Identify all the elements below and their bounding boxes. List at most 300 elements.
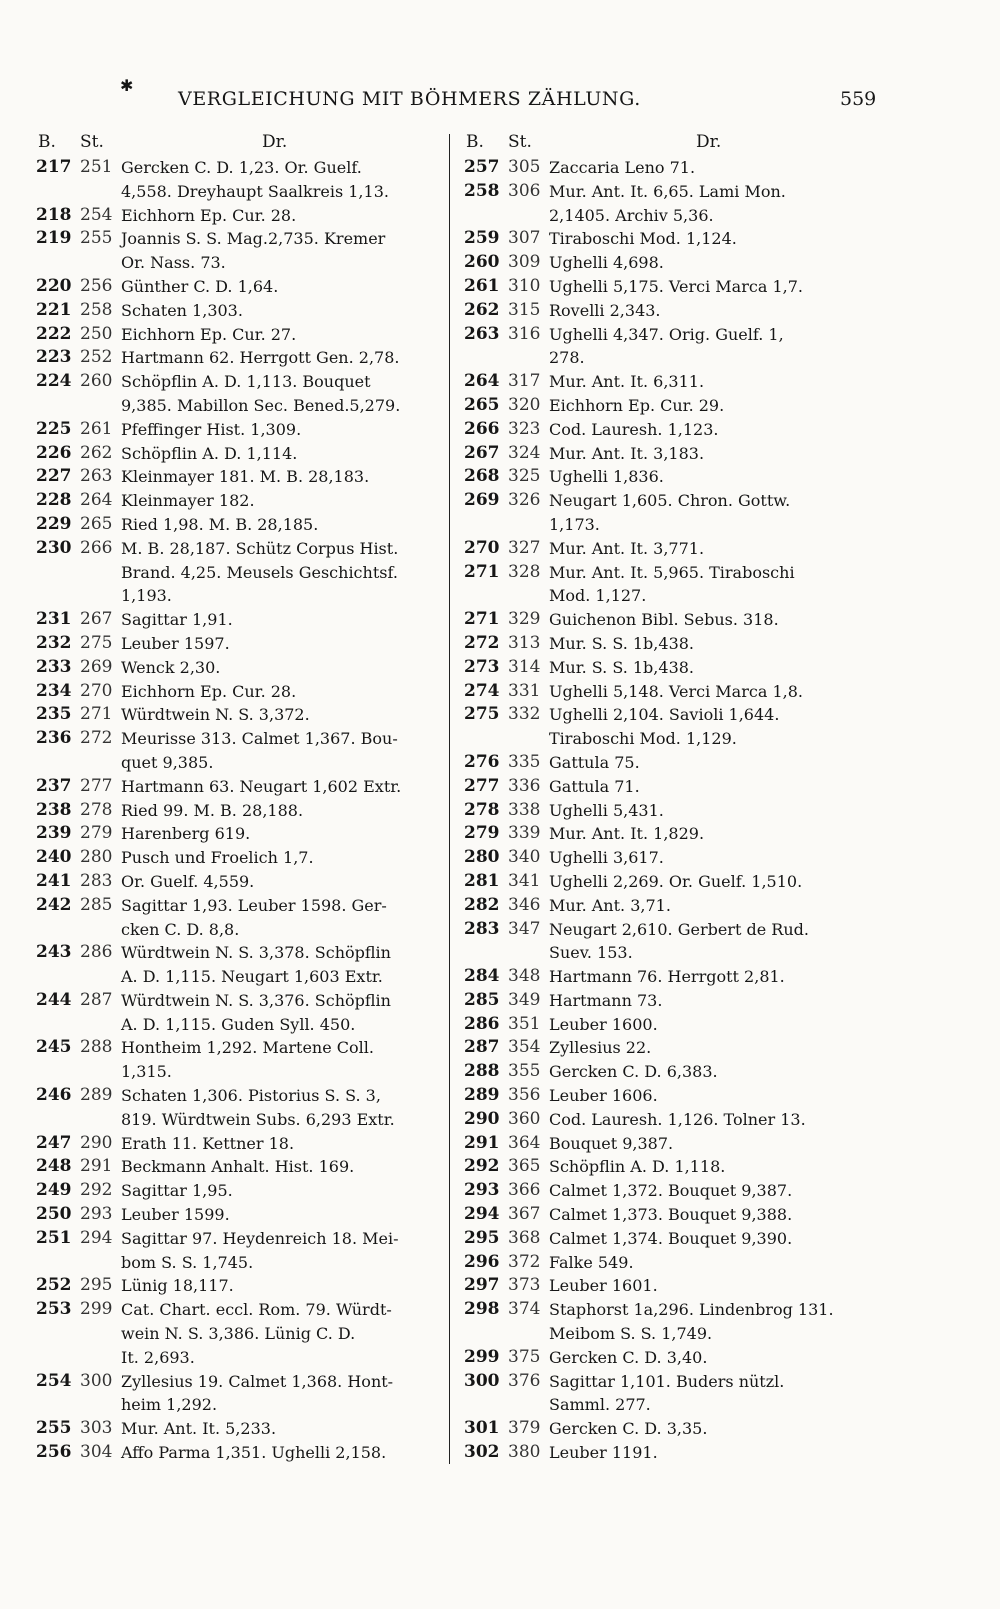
stumpf-number: 277 [80, 775, 113, 796]
table-row [36, 799, 456, 823]
print-references [549, 370, 904, 394]
reference-line: 9,385. Mabillon Sec. Bened.5,279. [121, 395, 401, 415]
boehmer-number: 229 [36, 513, 72, 534]
print-references [549, 1036, 904, 1060]
boehmer-number: 273 [464, 656, 500, 677]
print-references [121, 1132, 456, 1156]
table-row [36, 1155, 456, 1179]
table-row [36, 608, 456, 632]
stumpf-number: 280 [80, 847, 113, 868]
table-row [464, 489, 904, 537]
reference-line: Würdtwein N. S. 3,372. [121, 705, 310, 725]
print-references [549, 442, 904, 466]
boehmer-number: 289 [464, 1085, 500, 1106]
table-row [464, 370, 904, 394]
table-row [36, 656, 456, 680]
reference-line: Suev. 153. [549, 943, 633, 963]
print-references [549, 1298, 904, 1346]
boehmer-number: 228 [36, 490, 72, 511]
boehmer-number: 301 [464, 1418, 500, 1439]
table-row [464, 965, 904, 989]
print-references [549, 180, 904, 228]
boehmer-number: 225 [36, 418, 72, 439]
stumpf-number: 336 [508, 775, 541, 796]
reference-line: Hartmann 76. Herrgott 2,81. [549, 967, 785, 987]
reference-line: Hartmann 62. Herrgott Gen. 2,78. [121, 348, 400, 368]
print-references [121, 299, 456, 323]
reference-line: Leuber 1597. [121, 633, 230, 653]
boehmer-number: 258 [464, 180, 500, 201]
table-row [464, 1132, 904, 1156]
stumpf-number: 380 [508, 1442, 541, 1463]
table-row [36, 537, 456, 608]
reference-line: Brand. 4,25. Meusels Geschichtsf. [121, 562, 398, 582]
boehmer-number: 302 [464, 1442, 500, 1463]
boehmer-number: 295 [464, 1227, 500, 1248]
table-row [36, 703, 456, 727]
boehmer-number: 230 [36, 537, 72, 558]
stumpf-number: 375 [508, 1346, 541, 1367]
table-row [464, 751, 904, 775]
print-references [549, 1084, 904, 1108]
reference-line: Affo Parma 1,351. Ughelli 2,158. [121, 1443, 387, 1463]
table-row [464, 465, 904, 489]
boehmer-number: 269 [464, 490, 500, 511]
reference-line: Sagittar 1,95. [121, 1181, 233, 1201]
reference-line: 278. [549, 348, 585, 368]
boehmer-number: 226 [36, 442, 72, 463]
print-references [549, 1203, 904, 1227]
table-row [464, 1251, 904, 1275]
boehmer-number: 227 [36, 466, 72, 487]
reference-line: Ried 1,98. M. B. 28,185. [121, 514, 319, 534]
reference-line: Gattula 71. [549, 776, 640, 796]
reference-line: Schöpflin A. D. 1,113. Bouquet [121, 372, 371, 392]
table-row [36, 1298, 456, 1369]
header-b: B. [38, 132, 56, 152]
stumpf-number: 260 [80, 371, 113, 392]
table-row [36, 775, 456, 799]
print-references [121, 346, 456, 370]
print-references [549, 680, 904, 704]
reference-line: Neugart 2,610. Gerbert de Rud. [549, 919, 809, 939]
reference-line: Ughelli 5,431. [549, 800, 664, 820]
table-row [36, 1132, 456, 1156]
print-references [121, 442, 456, 466]
boehmer-number: 222 [36, 323, 72, 344]
table-row [464, 1370, 904, 1418]
boehmer-number: 262 [464, 299, 500, 320]
print-references [549, 323, 904, 371]
table-row [36, 1179, 456, 1203]
print-references [549, 1417, 904, 1441]
boehmer-number: 283 [464, 918, 500, 939]
print-references [549, 918, 904, 966]
print-references [121, 465, 456, 489]
boehmer-number: 299 [464, 1346, 500, 1367]
table-row [464, 156, 904, 180]
table-row [464, 418, 904, 442]
stumpf-number: 339 [508, 823, 541, 844]
stumpf-number: 328 [508, 561, 541, 582]
boehmer-number: 256 [36, 1442, 72, 1463]
reference-line: Calmet 1,374. Bouquet 9,390. [549, 1228, 793, 1248]
table-row [36, 1227, 456, 1275]
reference-line: Leuber 1599. [121, 1205, 230, 1225]
boehmer-number: 275 [464, 704, 500, 725]
right-entries-list [464, 156, 904, 1465]
table-row [36, 822, 456, 846]
reference-line: Staphorst 1a,296. Lindenbrog 131. [549, 1300, 834, 1320]
print-references [121, 1417, 456, 1441]
stumpf-number: 264 [80, 490, 113, 511]
reference-line: Schaten 1,306. Pistorius S. S. 3, [121, 1086, 381, 1106]
reference-line: Mur. Ant. It. 1,829. [549, 824, 705, 844]
print-references [549, 1227, 904, 1251]
boehmer-number: 240 [36, 847, 72, 868]
stumpf-number: 262 [80, 442, 113, 463]
print-references [549, 656, 904, 680]
stumpf-number: 310 [508, 275, 541, 296]
stumpf-number: 278 [80, 799, 113, 820]
stumpf-number: 314 [508, 656, 541, 677]
reference-line: quet 9,385. [121, 752, 214, 772]
boehmer-number: 252 [36, 1275, 72, 1296]
reference-line: Leuber 1191. [549, 1443, 658, 1463]
table-row [36, 513, 456, 537]
right-column-header [464, 132, 904, 156]
reference-line: Gercken C. D. 6,383. [549, 1062, 718, 1082]
table-row [464, 632, 904, 656]
table-row [464, 870, 904, 894]
boehmer-number: 257 [464, 157, 500, 177]
reference-line: Cat. Chart. eccl. Rom. 79. Würdt- [121, 1300, 392, 1320]
reference-line: Calmet 1,372. Bouquet 9,387. [549, 1181, 793, 1201]
table-row [36, 465, 456, 489]
stumpf-number: 252 [80, 347, 113, 368]
stumpf-number: 266 [80, 537, 113, 558]
boehmer-number: 238 [36, 799, 72, 820]
print-references [549, 537, 904, 561]
header-dr: Dr. [262, 132, 288, 152]
stumpf-number: 379 [508, 1418, 541, 1439]
stumpf-number: 286 [80, 942, 113, 963]
stumpf-number: 351 [508, 1013, 541, 1034]
stumpf-number: 327 [508, 537, 541, 558]
stumpf-number: 295 [80, 1275, 113, 1296]
stumpf-number: 365 [508, 1156, 541, 1177]
stumpf-number: 324 [508, 442, 541, 463]
stumpf-number: 329 [508, 609, 541, 630]
stumpf-number: 368 [508, 1227, 541, 1248]
print-references [121, 632, 456, 656]
boehmer-number: 254 [36, 1370, 72, 1391]
print-references [121, 680, 456, 704]
reference-line: Eichhorn Ep. Cur. 27. [121, 324, 297, 344]
table-row [36, 1084, 456, 1132]
reference-line: Gercken C. D. 3,35. [549, 1419, 708, 1439]
print-references [549, 561, 904, 609]
boehmer-number: 224 [36, 371, 72, 392]
stumpf-number: 300 [80, 1370, 113, 1391]
table-row [464, 775, 904, 799]
reference-line: Guichenon Bibl. Sebus. 318. [549, 610, 779, 630]
stumpf-number: 317 [508, 371, 541, 392]
boehmer-number: 234 [36, 680, 72, 701]
boehmer-number: 251 [36, 1227, 72, 1248]
reference-line: Sagittar 1,101. Buders nützl. [549, 1371, 785, 1391]
stumpf-number: 306 [508, 180, 541, 201]
stumpf-number: 294 [80, 1227, 113, 1248]
stumpf-number: 335 [508, 751, 541, 772]
reference-line: Mod. 1,127. [549, 586, 647, 606]
table-row [36, 989, 456, 1037]
boehmer-number: 268 [464, 466, 500, 487]
reference-line: Neugart 1,605. Chron. Gottw. [549, 491, 791, 511]
table-row [36, 370, 456, 418]
print-references [549, 1179, 904, 1203]
table-row [464, 846, 904, 870]
boehmer-number: 253 [36, 1299, 72, 1320]
table-row [36, 299, 456, 323]
reference-line: Or. Guelf. 4,559. [121, 871, 255, 891]
print-references [549, 822, 904, 846]
stumpf-number: 263 [80, 466, 113, 487]
reference-line: Mur. Ant. It. 5,965. Tiraboschi [549, 562, 795, 582]
reference-line: Mur. Ant. 3,71. [549, 895, 671, 915]
reference-line: Leuber 1606. [549, 1086, 658, 1106]
reference-line: Joannis S. S. Mag.2,735. Kremer [121, 229, 386, 249]
reference-line: Günther C. D. 1,64. [121, 276, 279, 296]
stumpf-number: 275 [80, 632, 113, 653]
table-row [36, 870, 456, 894]
table-row [464, 918, 904, 966]
reference-line: Bouquet 9,387. [549, 1133, 674, 1153]
table-row [36, 727, 456, 775]
boehmer-number: 239 [36, 823, 72, 844]
table-row [464, 656, 904, 680]
table-row [464, 703, 904, 751]
reference-line: Leuber 1600. [549, 1014, 658, 1034]
reference-line: Ughelli 2,104. Savioli 1,644. [549, 705, 780, 725]
print-references [549, 775, 904, 799]
boehmer-number: 260 [464, 252, 500, 273]
table-row [464, 537, 904, 561]
print-references [549, 894, 904, 918]
table-row [36, 156, 456, 204]
boehmer-number: 294 [464, 1204, 500, 1225]
stumpf-number: 309 [508, 252, 541, 273]
stumpf-number: 366 [508, 1180, 541, 1201]
print-references [549, 870, 904, 894]
reference-line: Sagittar 1,93. Leuber 1598. Ger- [121, 895, 387, 915]
print-references [121, 370, 456, 418]
reference-line: Ughelli 1,836. [549, 467, 664, 487]
reference-line: Eichhorn Ep. Cur. 28. [121, 681, 297, 701]
reference-line: Cod. Lauresh. 1,123. [549, 419, 719, 439]
stumpf-number: 313 [508, 632, 541, 653]
table-row [464, 680, 904, 704]
print-references [121, 1370, 456, 1418]
table-row [464, 799, 904, 823]
table-row [464, 1298, 904, 1346]
table-row [36, 1274, 456, 1298]
boehmer-number: 217 [36, 157, 72, 177]
stumpf-number: 372 [508, 1251, 541, 1272]
stumpf-number: 347 [508, 918, 541, 939]
boehmer-number: 292 [464, 1156, 500, 1177]
table-row [36, 275, 456, 299]
stumpf-number: 283 [80, 870, 113, 891]
print-references [121, 1274, 456, 1298]
stumpf-number: 299 [80, 1299, 113, 1320]
reference-line: Rovelli 2,343. [549, 300, 661, 320]
boehmer-number: 255 [36, 1418, 72, 1439]
print-references [549, 275, 904, 299]
table-row [464, 299, 904, 323]
print-references [121, 941, 456, 989]
boehmer-number: 284 [464, 966, 500, 987]
print-references [121, 1298, 456, 1369]
stumpf-number: 269 [80, 656, 113, 677]
table-row [464, 894, 904, 918]
table-row [464, 1084, 904, 1108]
boehmer-number: 250 [36, 1204, 72, 1225]
table-row [464, 1203, 904, 1227]
table-row [464, 1441, 904, 1465]
print-references [549, 1346, 904, 1370]
print-references [121, 1155, 456, 1179]
reference-line: Pfeffinger Hist. 1,309. [121, 419, 302, 439]
table-row [36, 489, 456, 513]
boehmer-number: 265 [464, 394, 500, 415]
boehmer-number: 242 [36, 894, 72, 915]
boehmer-number: 271 [464, 609, 500, 630]
reference-line: Gattula 75. [549, 752, 640, 772]
stumpf-number: 341 [508, 870, 541, 891]
stumpf-number: 270 [80, 680, 113, 701]
boehmer-number: 287 [464, 1037, 500, 1058]
reference-line: Mur. Ant. It. 6,65. Lami Mon. [549, 181, 786, 201]
reference-line: Mur. Ant. It. 3,771. [549, 538, 705, 558]
reference-line: Tiraboschi Mod. 1,124. [549, 229, 737, 249]
table-row [464, 1417, 904, 1441]
reference-line: Kleinmayer 182. [121, 491, 255, 511]
boehmer-number: 276 [464, 751, 500, 772]
table-row [464, 1013, 904, 1037]
reference-line: Gercken C. D. 1,23. Or. Guelf. [121, 158, 362, 177]
print-references [121, 323, 456, 347]
stumpf-number: 316 [508, 323, 541, 344]
table-row [36, 894, 456, 942]
reference-line: Gercken C. D. 3,40. [549, 1347, 708, 1367]
boehmer-number: 248 [36, 1156, 72, 1177]
boehmer-number: 274 [464, 680, 500, 701]
boehmer-number: 264 [464, 371, 500, 392]
table-row [464, 608, 904, 632]
boehmer-number: 293 [464, 1180, 500, 1201]
reference-line: Meurisse 313. Calmet 1,367. Bou- [121, 729, 398, 749]
stumpf-number: 331 [508, 680, 541, 701]
stumpf-number: 373 [508, 1275, 541, 1296]
reference-line: Tiraboschi Mod. 1,129. [549, 729, 737, 749]
print-references [549, 227, 904, 251]
boehmer-number: 277 [464, 775, 500, 796]
table-row [36, 1417, 456, 1441]
boehmer-number: 223 [36, 347, 72, 368]
print-references [121, 870, 456, 894]
stumpf-number: 250 [80, 323, 113, 344]
stumpf-number: 272 [80, 728, 113, 749]
print-references [549, 394, 904, 418]
ink-speck: ✱ [120, 76, 134, 95]
print-references [121, 1441, 456, 1465]
print-references [549, 846, 904, 870]
print-references [121, 775, 456, 799]
print-references [121, 204, 456, 228]
print-references [121, 275, 456, 299]
print-references [121, 1227, 456, 1275]
boehmer-number: 285 [464, 989, 500, 1010]
reference-line: Mur. Ant. It. 5,233. [121, 1419, 277, 1439]
reference-line: heim 1,292. [121, 1395, 218, 1415]
stumpf-number: 285 [80, 894, 113, 915]
reference-line: Kleinmayer 181. M. B. 28,183. [121, 467, 370, 487]
print-references [549, 1251, 904, 1275]
boehmer-number: 280 [464, 847, 500, 868]
reference-line: Samml. 277. [549, 1395, 651, 1415]
print-references [121, 489, 456, 513]
reference-line: Mur. S. S. 1b,438. [549, 633, 695, 653]
boehmer-number: 232 [36, 632, 72, 653]
print-references [549, 465, 904, 489]
table-row [464, 1274, 904, 1298]
print-references [549, 1274, 904, 1298]
print-references [121, 608, 456, 632]
stumpf-number: 258 [80, 299, 113, 320]
print-references [121, 1036, 456, 1084]
boehmer-number: 286 [464, 1013, 500, 1034]
boehmer-number: 237 [36, 775, 72, 796]
print-references [121, 799, 456, 823]
print-references [549, 989, 904, 1013]
running-head: VERGLEICHUNG MIT BÖHMERS ZÄHLUNG. [178, 88, 641, 110]
print-references [549, 1060, 904, 1084]
stumpf-number: 338 [508, 799, 541, 820]
boehmer-number: 247 [36, 1132, 72, 1153]
reference-line: Mur. Ant. It. 3,183. [549, 443, 705, 463]
print-references [549, 299, 904, 323]
table-row [464, 989, 904, 1013]
print-references [549, 703, 904, 751]
reference-line: 819. Würdtwein Subs. 6,293 Extr. [121, 1109, 395, 1129]
table-row [36, 1036, 456, 1084]
stumpf-number: 254 [80, 204, 113, 225]
left-column-header [36, 132, 456, 156]
stumpf-number: 348 [508, 966, 541, 987]
print-references [121, 656, 456, 680]
table-row [464, 275, 904, 299]
print-references [549, 156, 904, 180]
table-row [36, 1370, 456, 1418]
table-row [36, 941, 456, 989]
print-references [549, 1155, 904, 1179]
reference-line: 1,193. [121, 586, 172, 606]
table-row [36, 204, 456, 228]
reference-line: Wenck 2,30. [121, 657, 221, 677]
reference-line: Pusch und Froelich 1,7. [121, 848, 314, 868]
print-references [121, 156, 456, 204]
